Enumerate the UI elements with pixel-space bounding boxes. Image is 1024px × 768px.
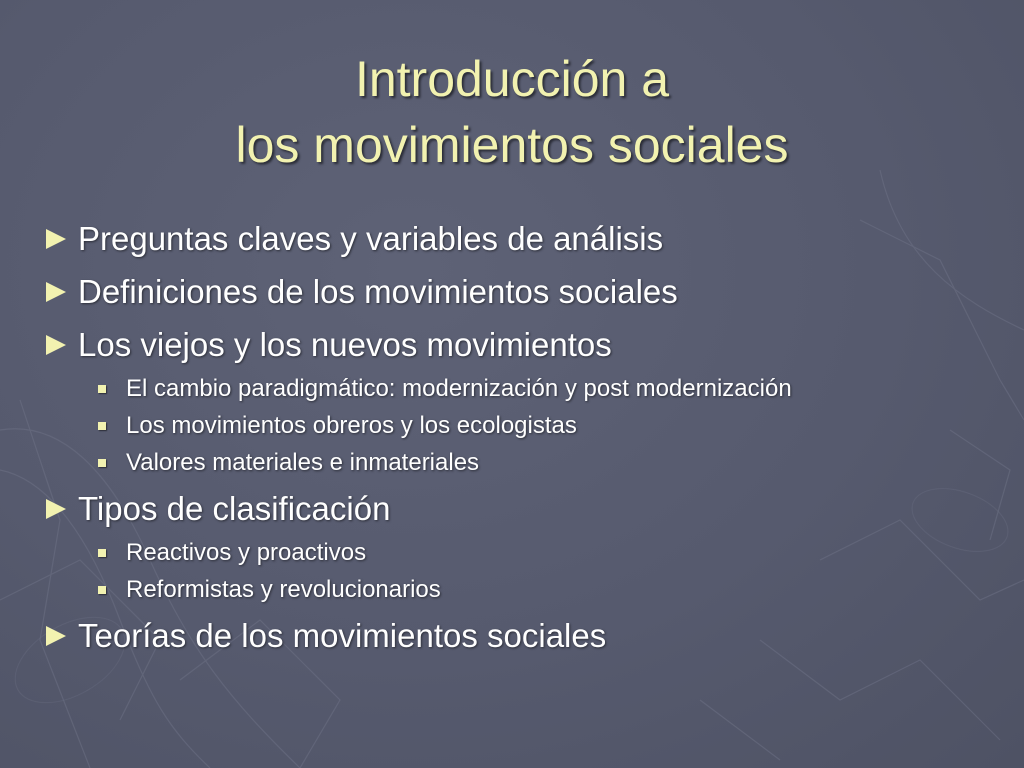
sub-bullet-item [98,539,366,567]
bullet-item [46,220,663,258]
triangle-right-icon [46,282,66,302]
triangle-right-icon [46,499,66,519]
bullet-item [46,617,606,655]
square-bullet-icon [98,549,106,557]
square-bullet-icon [98,586,106,594]
bullet-item [46,490,390,528]
triangle-right-icon [46,335,66,355]
square-bullet-icon [98,422,106,430]
sub-bullet-text: Reactivos y proactivos [126,539,367,566]
square-bullet-icon [98,385,106,393]
sub-bullet-text: Reformistas y revolucionarios [126,576,441,603]
bullet-text: Los viejos y los nuevos movimientos [78,326,612,363]
title-line-1: Introducción a [354,51,670,107]
title-line-2: los movimientos sociales [235,117,789,173]
bullet-text: Preguntas claves y variables de análisis [78,220,664,257]
slide-title [0,46,1024,178]
sub-bullet-text: Valores materiales e inmateriales [126,449,480,476]
triangle-right-icon [46,229,66,249]
sub-bullet-text: El cambio paradigmático: modernización y post modernización [126,375,792,402]
sub-bullet-text: Los movimientos obreros y los ecologistas [126,412,577,439]
bullet-text: Teorías de los movimientos sociales [78,617,607,654]
triangle-right-icon [46,626,66,646]
sub-bullet-item [98,576,441,604]
bullet-text: Definiciones de los movimientos sociales [78,273,678,310]
sub-bullet-item [98,412,577,440]
sub-bullet-item [98,449,479,477]
bullet-item [46,273,678,311]
bullet-item [46,326,612,364]
sub-bullet-item [98,375,792,403]
bullet-text: Tipos de clasificación [78,490,391,527]
square-bullet-icon [98,459,106,467]
